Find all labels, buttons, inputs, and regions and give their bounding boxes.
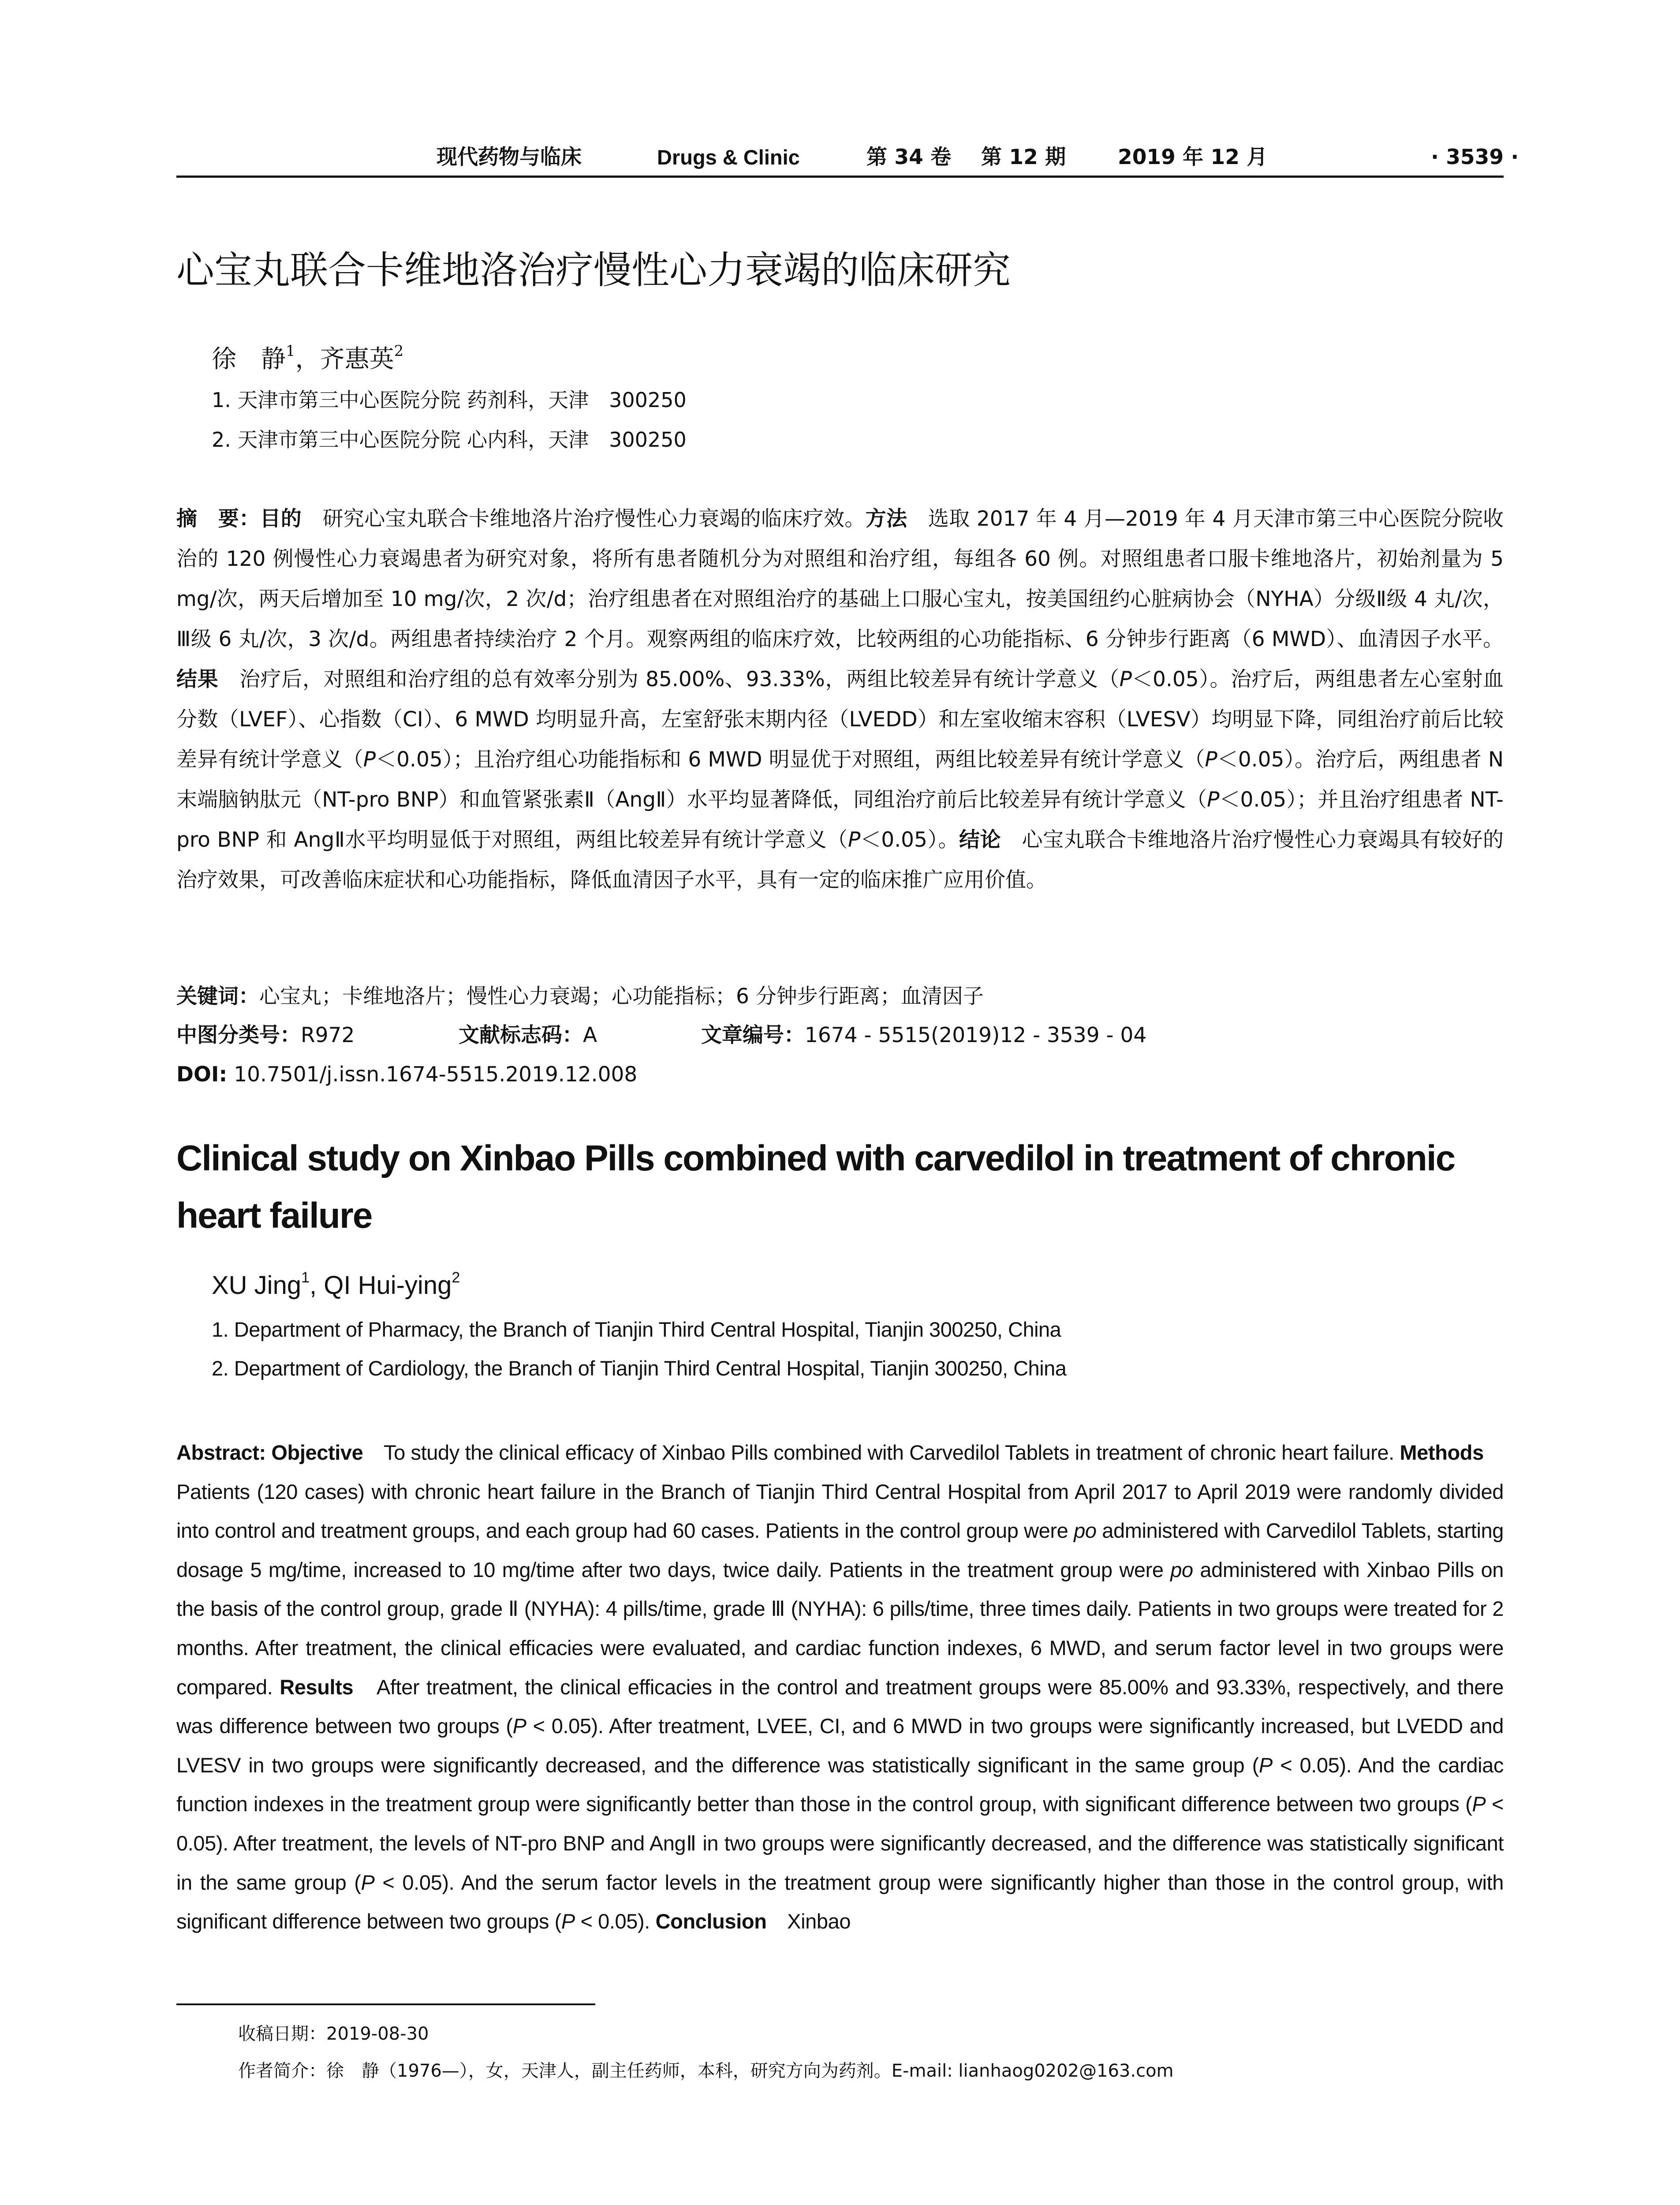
author-name: XU Jing [212, 1271, 302, 1300]
objective-label: 目的 [260, 507, 302, 531]
p-value: ＜0.05 [1132, 667, 1199, 691]
page-number: · 3539 · [1431, 145, 1519, 169]
abstract-en [176, 1433, 1504, 1941]
p-symbol: P [561, 1910, 575, 1933]
article-no-label: 文章编号： [701, 1023, 805, 1047]
article-no-line [701, 1020, 1146, 1051]
keywords-cn [176, 981, 984, 1012]
methods-label: Methods [1400, 1441, 1484, 1464]
methods-text: administered with Carvedilol Tablets, starting dosage 5 mg/time, increased to 10 mg/time after two days, twice daily. Patients in the treatment group were [176, 1519, 1504, 1581]
affiliation-marker: 1 [286, 342, 295, 360]
abstract-label: Abstract: [176, 1441, 272, 1464]
keywords-text: 心宝丸；卡维地洛片；慢性心力衰竭；心功能指标；6 分钟步行距离；血清因子 [259, 984, 984, 1009]
doi-link[interactable]: 10.7501/j.issn.1674-5515.2019.12.008 [227, 1062, 638, 1087]
issue-date: 2019 年 12 月 [1118, 145, 1268, 169]
p-value: ＜0.05 [860, 828, 927, 852]
article-title-cn: 心宝丸联合卡维地洛治疗慢性心力衰竭的临床研究 [176, 248, 1011, 292]
affiliation-cn: 1. 天津市第三中心医院分院 药剂科，天津 300250 [212, 388, 687, 412]
conclusion-label: 结论 [959, 828, 1001, 852]
header-rule [176, 176, 1504, 178]
results-text: ). And the cardiac function indexes in the treatment group were significantly better than those in the control group, with significant difference between two groups ( [176, 1753, 1504, 1816]
p-symbol: P [1207, 788, 1220, 812]
results-text: ). After treatment, the levels of NT-pro BNP and AngⅡ in two groups were significantly decreased, and the difference was statistically significant in the same group ( [176, 1831, 1504, 1894]
doc-code-line [459, 1020, 597, 1051]
p-symbol: P [1205, 747, 1217, 772]
results-text: ). After treatment, LVEE, CI, and 6 MWD in two groups were significantly increased, but LVEDD and LVESV in two groups were significantly decreased, and the difference was statistically significant in the same group ( [176, 1714, 1504, 1777]
keywords-label: 关键词： [176, 984, 259, 1009]
p-symbol: P [363, 747, 376, 772]
results-text: ）；且治疗组心功能指标和 6 MWD 明显优于对照组，两组比较差异有统计学意义（ [442, 747, 1205, 772]
conclusion-text: Xinbao [766, 1910, 851, 1933]
doi-label: DOI: [176, 1062, 228, 1087]
journal-name-en: Drugs & Clinic [657, 146, 800, 169]
volume: 第 34 卷 [866, 145, 952, 169]
article-title-en: Clinical study on Xinbao Pills combined with carvedilol in treatment of chronic heart failure [176, 1138, 1455, 1236]
affiliation-marker: 2 [452, 1269, 460, 1286]
objective-label: Objective [271, 1441, 363, 1464]
results-text: 治疗后，对照组和治疗组的总有效率分别为 85.00%、93.33%，两组比较差异有统计学意义（ [218, 667, 1120, 691]
affiliation-en: 1. Department of Pharmacy, the Branch of Tianjin Third Central Hospital, Tianjin 300250, China [212, 1318, 1061, 1341]
authors-cn [212, 340, 403, 379]
results-text: ). And the serum factor levels in the treatment group were significantly higher than those in the control group, with significant difference between two groups ( [176, 1870, 1504, 1933]
bio-label: 作者简介： [238, 2061, 326, 2081]
p-value: < 0.05 [1272, 1753, 1340, 1777]
results-text: ). [638, 1910, 656, 1933]
received-label: 收稿日期： [238, 2024, 326, 2044]
authors-en [212, 1266, 460, 1305]
doc-code-label: 文献标志码： [459, 1023, 583, 1047]
p-value: < 0.05 [526, 1714, 591, 1738]
bio-text: 徐 静（1976—），女，天津人，副主任药师，本科，研究方向为药剂。E-mail: lianhaog0202@163.com [326, 2061, 1174, 2081]
doi-line [176, 1059, 637, 1090]
results-text: ）；并且治疗组患者 NT-pro BNP 和 AngⅡ水平均明显低于对照组，两组比较差异有统计学意义（ [176, 788, 1504, 852]
methods-text: Patients (120 cases) with chronic heart failure in the Branch of Tianjin Third Central Hospital from April 2017 to April 2019 were randomly divided into control and treatment groups, and each group had 60 cases. Patients in the control group were [176, 1441, 1505, 1543]
conclusion-text: 心宝丸联合卡维地洛片治疗慢性心力衰竭具有较好的治疗效果，可改善临床症状和心功能指标，降低血清因子水平，具有一定的临床推广应用价值。 [176, 828, 1504, 892]
results-text: ）。治疗后，两组患者左心室射血分数（LVEF）、心指数（CI）、6 MWD 均明显升高，左室舒张末期内径（LVEDD）和左室收缩末容积（LVESV）均明显下降，同组治疗前后比较差异有统计学意义（ [176, 667, 1504, 772]
conclusion-label: Conclusion [655, 1910, 767, 1933]
results-text: ）。 [927, 828, 959, 852]
article-no-value: 1674 - 5515(2019)12 - 3539 - 04 [805, 1023, 1147, 1047]
p-symbol: P [512, 1714, 526, 1738]
author-name: QI Hui-ying [324, 1271, 452, 1300]
results-text: ）。治疗后，两组患者 N 末端脑钠肽元（NT-pro BNP）和血管紧张素Ⅱ（AngⅡ）水平均显著降低，同组治疗前后比较差异有统计学意义（ [176, 747, 1504, 812]
p-symbol: P [1472, 1792, 1486, 1816]
footnote-rule [176, 2003, 595, 2005]
objective-text: To study the clinical efficacy of Xinbao Pills combined with Carvedilol Tablets in treatment of chronic heart failure. [363, 1441, 1400, 1464]
affiliation-marker: 1 [301, 1269, 310, 1286]
po-term: po [1074, 1519, 1097, 1543]
author-name: 徐 静 [212, 345, 286, 374]
p-value: ＜0.05 [1219, 788, 1287, 812]
doc-code-value: A [583, 1023, 597, 1047]
clc-label: 中图分类号： [176, 1023, 301, 1047]
abstract-cn [176, 499, 1504, 900]
methods-label: 方法 [865, 507, 907, 531]
issue: 第 12 期 [981, 145, 1066, 169]
p-value: ＜0.05 [1217, 747, 1284, 772]
p-value: < 0.05 [176, 1792, 1504, 1855]
methods-text: administered with Xinbao Pills on the basis of the control group, grade Ⅱ (NYHA): 4 pills/time, grade Ⅲ (NYHA): 6 pills/time, three times daily. Patients in two groups were treated for 2 months. After treatment, the clinical efficacies were evaluated, and cardiac function indexes, 6 MWD, and serum factor level in two groups were compared. [176, 1558, 1504, 1699]
results-text: After treatment, the clinical efficacies in the control and treatment groups were 85.00% and 93.33%, respectively, and there was difference between two groups ( [176, 1675, 1504, 1738]
p-value: ＜0.05 [376, 747, 443, 772]
author-separator: ， [295, 345, 320, 374]
p-value: < 0.05 [374, 1870, 442, 1894]
author-name: 齐惠英 [320, 345, 394, 374]
p-symbol: P [1258, 1753, 1273, 1777]
classification-line [176, 1020, 355, 1051]
clc-value: R972 [301, 1023, 355, 1047]
affiliation-cn: 2. 天津市第三中心医院分院 心内科，天津 300250 [212, 428, 687, 452]
p-symbol: P [847, 828, 861, 852]
p-symbol: P [361, 1870, 375, 1894]
results-label: Results [280, 1675, 354, 1699]
p-symbol: P [1119, 667, 1132, 691]
journal-name-cn: 现代药物与临床 [437, 145, 582, 169]
po-term: po [1170, 1558, 1193, 1581]
affiliation-en: 2. Department of Cardiology, the Branch of Tianjin Third Central Hospital, Tianjin 300250, China [212, 1357, 1067, 1380]
p-value: < 0.05 [575, 1910, 638, 1933]
received-value: 2019-08-30 [326, 2024, 429, 2044]
objective-text: 研究心宝丸联合卡维地洛片治疗慢性心力衰竭的临床疗效。 [302, 507, 866, 531]
results-label: 结果 [176, 667, 219, 691]
affiliation-marker: 2 [394, 342, 404, 360]
received-date [238, 2020, 429, 2048]
abstract-label: 摘 要： [176, 507, 260, 531]
author-bio [238, 2057, 1174, 2085]
methods-text: 选取 2017 年 4 月—2019 年 4 月天津市第三中心医院分院收治的 120 例慢性心力衰竭患者为研究对象，将所有患者随机分为对照组和治疗组，每组各 60 例。对照组患者口服卡维地洛片，初始剂量为 5 mg/次，两天后增加至 10 mg/次，2 次/d；治疗组患者在对照组治疗的基础上口服心宝丸，按美国纽约心脏病协会（NYHA）分级Ⅱ级 4 丸/次，Ⅲ级 6 丸/次，3 次/d。两组患者持续治疗 2 个月。观察两组的临床疗效，比较两组的心功能指标、6 分钟步行距离（6 MWD）、血清因子水平。 [176, 507, 1504, 651]
author-separator: , [310, 1271, 324, 1300]
